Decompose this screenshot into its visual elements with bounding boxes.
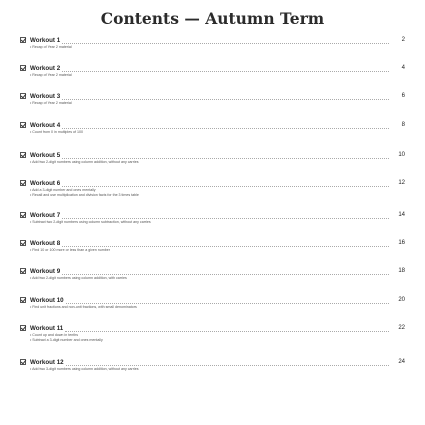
workout-title: Workout 3 bbox=[30, 93, 61, 100]
workout-entry[interactable] bbox=[20, 151, 405, 165]
workout-topic: • Subtract two 2-digit numbers using column subtraction, without any carries bbox=[30, 220, 405, 225]
page-number: 12 bbox=[398, 180, 405, 186]
checkbox-icon[interactable] bbox=[20, 240, 26, 246]
page-number: 24 bbox=[398, 359, 405, 365]
workout-title: Workout 8 bbox=[30, 240, 61, 247]
dot-leader bbox=[62, 71, 389, 72]
workout-entry[interactable] bbox=[20, 239, 405, 253]
workout-topic: • Add two 3-digit numbers using column addition, without any carries bbox=[30, 367, 405, 372]
workout-title: Workout 12 bbox=[30, 359, 64, 366]
workout-topic: • Count up and down in tenths bbox=[30, 333, 405, 338]
workout-topic: • Add a 3-digit number and ones mentally bbox=[30, 188, 405, 193]
checkbox-icon[interactable] bbox=[20, 297, 26, 303]
workout-title: Workout 2 bbox=[30, 65, 61, 72]
workout-entry[interactable] bbox=[20, 92, 405, 106]
workout-title: Workout 1 bbox=[30, 37, 61, 44]
workout-topic: • Find unit fractions and non-unit fractions, with small denominators bbox=[30, 305, 405, 310]
workout-title: Workout 6 bbox=[30, 180, 61, 187]
workout-entry[interactable] bbox=[20, 358, 405, 372]
checkbox-icon[interactable] bbox=[20, 152, 26, 158]
page-number: 4 bbox=[401, 65, 405, 71]
workout-title: Workout 5 bbox=[30, 152, 61, 159]
dot-leader bbox=[62, 218, 389, 219]
page-number: 14 bbox=[398, 212, 405, 218]
workout-title: Workout 11 bbox=[30, 325, 64, 332]
workout-title: Workout 9 bbox=[30, 268, 61, 275]
workout-entry[interactable] bbox=[20, 296, 405, 310]
workout-entry[interactable] bbox=[20, 179, 405, 197]
dot-leader bbox=[65, 331, 389, 332]
workout-title: Workout 10 bbox=[30, 297, 64, 304]
dot-leader bbox=[62, 186, 389, 187]
dot-leader bbox=[62, 128, 389, 129]
checkbox-icon[interactable] bbox=[20, 93, 26, 99]
checkbox-icon[interactable] bbox=[20, 268, 26, 274]
workout-entry[interactable] bbox=[20, 211, 405, 225]
dot-leader bbox=[62, 99, 389, 100]
workout-entry[interactable] bbox=[20, 36, 405, 50]
checkbox-icon[interactable] bbox=[20, 325, 26, 331]
page-number: 6 bbox=[401, 93, 405, 99]
workout-topic: • Recall and use multiplication and division facts for the 3 times table bbox=[30, 193, 405, 198]
workout-topic: • Find 10 or 100 more or less than a given number bbox=[30, 248, 405, 253]
workout-topic: • Recap of Year 2 material bbox=[30, 73, 405, 78]
checkbox-icon[interactable] bbox=[20, 359, 26, 365]
workout-entry[interactable] bbox=[20, 121, 405, 135]
workout-topic: • Recap of Year 2 material bbox=[30, 101, 405, 106]
workout-topic: • Recap of Year 2 material bbox=[30, 45, 405, 50]
workout-title: Workout 4 bbox=[30, 122, 61, 129]
workout-topic: • Add two 2-digit numbers using column addition, with carries bbox=[30, 276, 405, 281]
page-number: 8 bbox=[401, 122, 405, 128]
page-number: 22 bbox=[398, 325, 405, 331]
page-number: 10 bbox=[398, 152, 405, 158]
dot-leader bbox=[62, 246, 389, 247]
dot-leader bbox=[62, 158, 389, 159]
dot-leader bbox=[62, 274, 389, 275]
workout-entry[interactable] bbox=[20, 64, 405, 78]
dot-leader bbox=[62, 43, 389, 44]
workout-topic: • Add two 2-digit numbers using column addition, without any carries bbox=[30, 160, 405, 165]
page-number: 2 bbox=[401, 37, 405, 43]
checkbox-icon[interactable] bbox=[20, 212, 26, 218]
workout-topic: • Subtract a 3-digit number and ones mentally bbox=[30, 338, 405, 343]
page-title: Contents — Autumn Term bbox=[100, 9, 325, 28]
workout-title: Workout 7 bbox=[30, 212, 61, 219]
workout-entry[interactable] bbox=[20, 267, 405, 281]
checkbox-icon[interactable] bbox=[20, 180, 26, 186]
dot-leader bbox=[66, 365, 389, 366]
page-number: 20 bbox=[398, 297, 405, 303]
checkbox-icon[interactable] bbox=[20, 37, 26, 43]
workout-topic: • Count from 0 in multiples of 100 bbox=[30, 130, 405, 135]
checkbox-icon[interactable] bbox=[20, 65, 26, 71]
workout-entry[interactable] bbox=[20, 324, 405, 342]
page-number: 16 bbox=[398, 240, 405, 246]
checkbox-icon[interactable] bbox=[20, 122, 26, 128]
page-number: 18 bbox=[398, 268, 405, 274]
dot-leader bbox=[66, 303, 389, 304]
